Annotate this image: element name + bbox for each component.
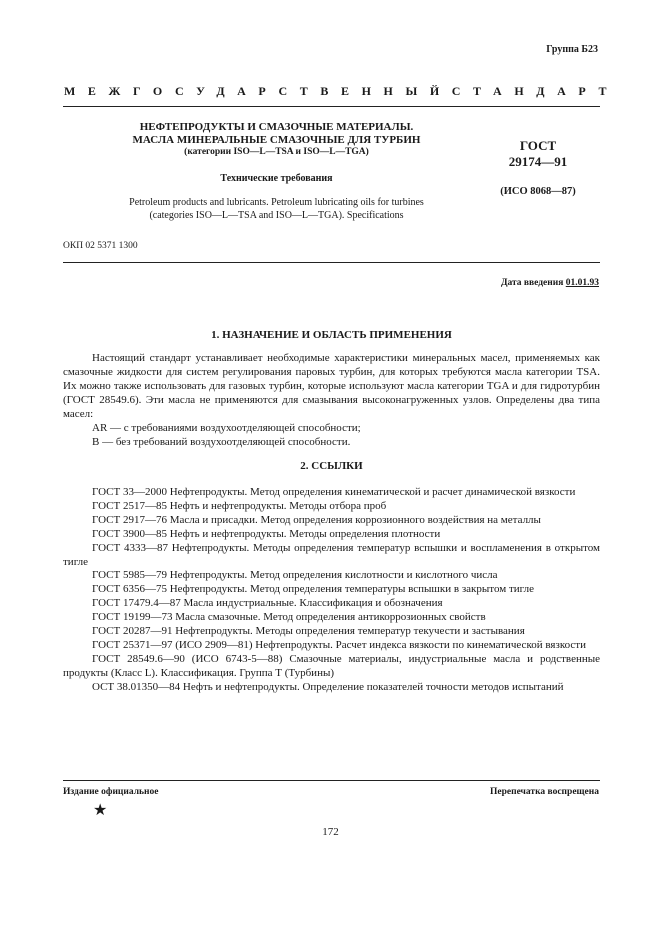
section-1-heading: 1. НАЗНАЧЕНИЕ И ОБЛАСТЬ ПРИМЕНЕНИЯ bbox=[211, 329, 452, 341]
standard-banner bbox=[64, 84, 620, 99]
reference-item: ГОСТ 33—2000 Нефтепродукты. Метод определения кинематической и расчет динамической вязкости bbox=[92, 486, 576, 498]
title-english-line-2: (categories ISO—L—TSA and ISO—L—TGA). Specifications bbox=[149, 210, 404, 221]
top-rule bbox=[63, 106, 600, 107]
gost-number: 29174—91 bbox=[508, 154, 568, 169]
introduction-date-label: Дата введения bbox=[500, 278, 566, 288]
reference-item: ГОСТ 19199—73 Масла смазочные. Метод определения антикоррозионных свойств bbox=[92, 611, 486, 624]
references-list bbox=[63, 486, 600, 695]
reference-item: ГОСТ 6356—75 Нефтепродукты. Метод определения температуры вспышки в закрытом тигле bbox=[92, 583, 534, 596]
page-number: 172 bbox=[322, 826, 339, 838]
title-english-line-1: Petroleum products and lubricants. Petroleum lubricating oils for turbines bbox=[129, 197, 424, 208]
title-tech-requirements: Технические требования bbox=[220, 173, 333, 184]
footer-rule bbox=[63, 780, 600, 781]
official-edition: Издание официальное bbox=[63, 787, 159, 797]
section-1-item-ar: AR — с требованиями воздухоотделяющей способности; bbox=[92, 422, 361, 434]
reference-item: ГОСТ 2917—76 Масла и присадки. Метод определения коррозионного воздействия на металлы bbox=[92, 513, 541, 526]
title-line-2: МАСЛА МИНЕРАЛЬНЫЕ СМАЗОЧНЫЕ ДЛЯ ТУРБИН bbox=[132, 134, 421, 146]
title-line-3: (категории ISO—L—TSA и ISO—L—TGA) bbox=[184, 147, 369, 157]
reference-item: ГОСТ 17479.4—87 Масла индустриальные. Классификация и обозначения bbox=[92, 597, 443, 610]
reference-item: ГОСТ 4333—87 Нефтепродукты. Методы определения температур вспышки и воспламенения в открытом тигле bbox=[63, 541, 600, 568]
title-line-1: НЕФТЕПРОДУКТЫ И СМАЗОЧНЫЕ МАТЕРИАЛЫ. bbox=[139, 121, 414, 133]
reprint-prohibited: Перепечатка воспрещена bbox=[489, 787, 599, 797]
banner-interstate: МЕЖГОСУДАРСТВЕННЫЙ bbox=[64, 84, 452, 98]
reference-item: ГОСТ 20287—91 Нефтепродукты. Методы определения температур текучести и застывания bbox=[92, 625, 525, 638]
section-1-item-b: B — без требований воздухоотделяющей способности. bbox=[92, 436, 351, 448]
okp-code: ОКП 02 5371 1300 bbox=[63, 241, 138, 251]
section-1-body bbox=[63, 351, 600, 449]
reference-item: ГОСТ 2517—85 Нефть и нефтепродукты. Методы отбора проб bbox=[92, 499, 387, 512]
group-code: Группа Б23 bbox=[546, 44, 598, 55]
reference-item: ГОСТ 28549.6—90 (ИСО 6743-5—88) Смазочные материалы, индустриальные масла и родственные продукты (Класс L). Классификация. Группа Т (Турбины) bbox=[63, 652, 600, 679]
section-2-heading: 2. ССЫЛКИ bbox=[300, 460, 363, 472]
gost-designation bbox=[473, 138, 603, 170]
introduction-date-value: 01.01.93 bbox=[565, 278, 599, 288]
header-bottom-rule bbox=[63, 262, 600, 263]
iso-designation: (ИСО 8068—87) bbox=[500, 186, 576, 197]
title-english bbox=[64, 196, 489, 222]
reference-item: ГОСТ 5985—79 Нефтепродукты. Метод определения кислотности и кислотного числа bbox=[92, 569, 498, 582]
gost-label: ГОСТ bbox=[519, 138, 557, 153]
reference-item: ГОСТ 25371—97 (ИСО 2909—81) Нефтепродукты. Расчет индекса вязкости по кинематической вязкости bbox=[92, 638, 586, 651]
title-block bbox=[64, 121, 489, 222]
reference-item: ГОСТ 3900—85 Нефть и нефтепродукты. Методы определения плотности bbox=[92, 527, 441, 540]
star-icon: ★ bbox=[93, 802, 108, 819]
section-1-paragraph: Настоящий стандарт устанавливает необходимые характеристики минеральных масел, применяемых как смазочные жидкости для систем регулирования паровых турбин, для которых требуются масла категории TSA. Их можно также использовать для газовых турбин, которые используют масла категории TGA и для гидротурбин (ГОСТ 28549.6). Эти масла не применяются для смазывания высоконагруженных узлов. Определены два типа масел: bbox=[63, 352, 600, 420]
introduction-date bbox=[501, 278, 599, 288]
reference-item: ОСТ 38.01350—84 Нефть и нефтепродукты. Определение показателей точности методов испытаний bbox=[92, 680, 564, 693]
banner-standard: СТАНДАРТ bbox=[451, 84, 620, 98]
